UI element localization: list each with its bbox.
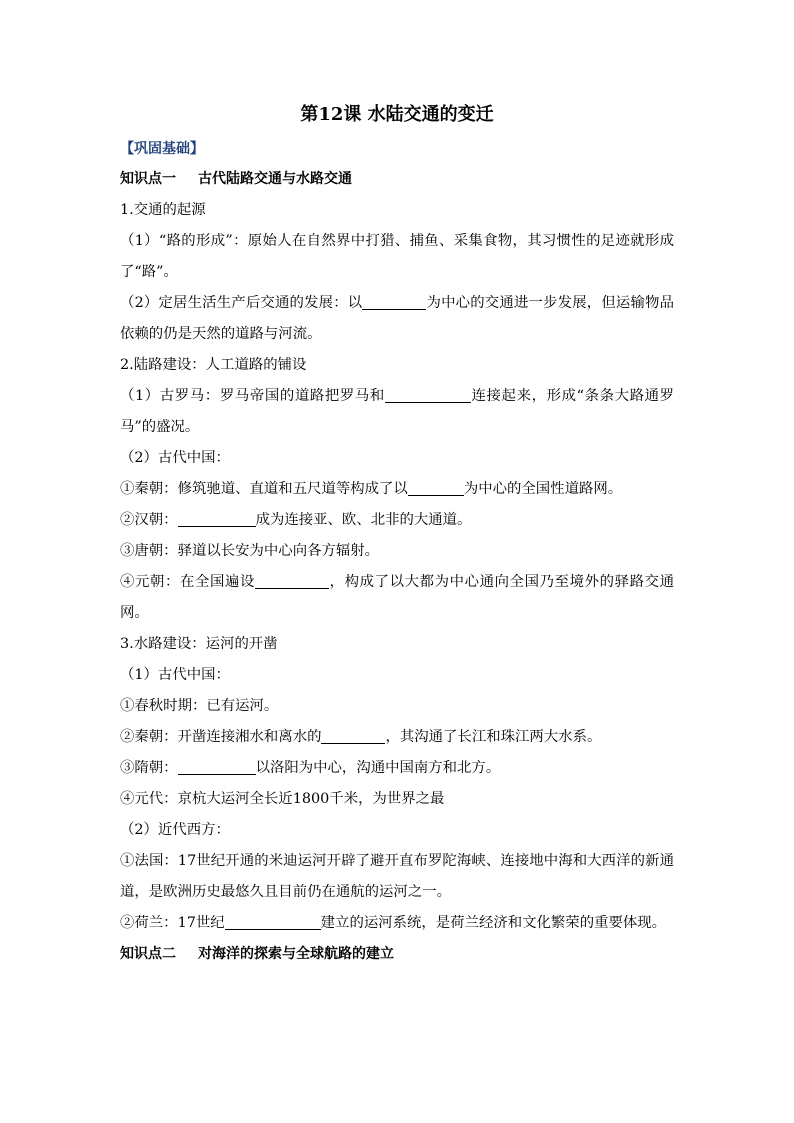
section-label: 【巩固基础】 bbox=[120, 141, 204, 157]
subheading-traffic-origin: 1.交通的起源 bbox=[120, 202, 206, 218]
fill-blank[interactable] bbox=[225, 913, 321, 930]
paragraph-spring-autumn: ①春秋时期：已有运河。 bbox=[120, 698, 279, 714]
paragraph-yuan-canal: ④元代：京杭大运河全长近1800千米，为世界之最 bbox=[120, 791, 445, 807]
subheading-water-construction: 3.水路建设：运河的开凿 bbox=[120, 636, 278, 652]
paragraph-yuan-roads: ④元朝：在全国遍设 ，构成了以大都为中心通向全国乃至境外的驿路交通网。 bbox=[120, 574, 674, 621]
subheading-land-construction: 2.陆路建设：人工道路的铺设 bbox=[120, 357, 307, 373]
lesson-title: 第12课 水陆交通的变迁 bbox=[300, 104, 494, 125]
fill-blank[interactable] bbox=[178, 510, 256, 527]
paragraph-han-roads: ②汉朝： 成为连接亚、欧、北非的大通道。 bbox=[120, 512, 472, 528]
knowledge-point-2-label: 知识点二 bbox=[120, 946, 176, 962]
paragraph-modern-west: （2）近代西方： bbox=[120, 822, 230, 838]
paragraph-qin-canal: ②秦朝：开凿连接湘水和离水的 ，其沟通了长江和珠江两大水系。 bbox=[120, 729, 602, 745]
fill-blank[interactable] bbox=[362, 293, 426, 310]
knowledge-point-1-text: 古代陆路交通与水路交通 bbox=[198, 171, 352, 187]
paragraph-netherlands-canal: ②荷兰：17世纪 建立的运河系统，是荷兰经济和文化繁荣的重要体现。 bbox=[120, 915, 667, 931]
paragraph-sui-canal: ③隋朝： 以洛阳为中心，沟通中国南方和北方。 bbox=[120, 760, 501, 776]
paragraph-tang-roads: ③唐朝：驿道以长安为中心向各方辐射。 bbox=[120, 543, 380, 559]
fill-blank[interactable] bbox=[385, 386, 471, 403]
paragraph-france-canal: ①法国：17世纪开通的米迪运河开辟了避开直布罗陀海峡、连接地中海和大西洋的新通道，是欧洲历史最悠久且目前仍在通航的运河之一。 bbox=[120, 853, 674, 900]
knowledge-point-1-label: 知识点一 bbox=[120, 171, 176, 187]
fill-blank[interactable] bbox=[321, 727, 385, 744]
paragraph-settled-life: （2）定居生活生产后交通的发展：以 为中心的交通进一步发展，但运输物品依赖的仍是天然的道路与河流。 bbox=[120, 295, 674, 342]
paragraph-ancient-china-water: （1）古代中国： bbox=[120, 667, 230, 683]
fill-blank[interactable] bbox=[255, 572, 329, 589]
knowledge-point-1-heading bbox=[120, 164, 674, 195]
paragraph-ancient-rome: （1）古罗马：罗马帝国的道路把罗马和 连接起来，形成“条条大路通罗马”的盛况。 bbox=[120, 388, 674, 435]
paragraph-qin-roads: ①秦朝：修筑驰道、直道和五尺道等构成了以 为中心的全国性道路网。 bbox=[120, 481, 623, 497]
fill-blank[interactable] bbox=[178, 758, 256, 775]
paragraph-road-formation: （1）“路的形成”：原始人在自然界中打猎、捕鱼、采集食物，其习惯性的足迹就形成了“路”。 bbox=[120, 233, 674, 280]
knowledge-point-2-text: 对海洋的探索与全球航路的建立 bbox=[198, 946, 394, 962]
paragraph-ancient-china-land: （2）古代中国： bbox=[120, 450, 230, 466]
knowledge-point-2-heading bbox=[120, 939, 674, 970]
fill-blank[interactable] bbox=[408, 479, 464, 496]
